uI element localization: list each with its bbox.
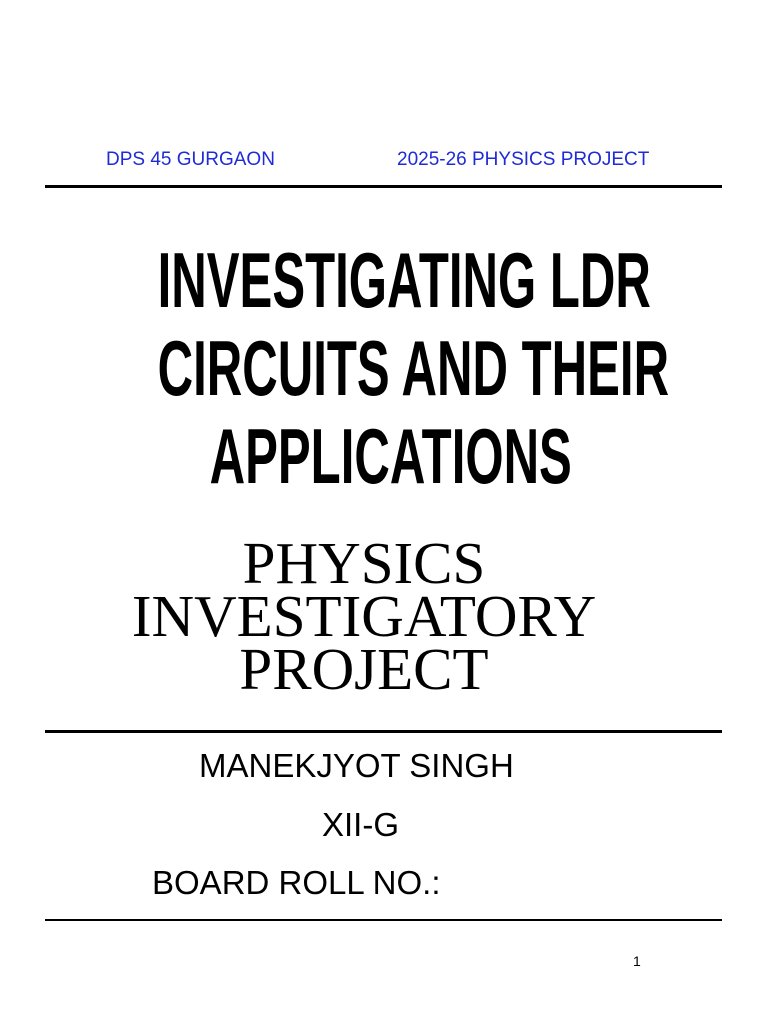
middle-divider xyxy=(45,730,722,733)
subtitle-line-1: PHYSICS xyxy=(242,530,486,596)
board-roll-label: BOARD ROLL NO.: xyxy=(152,864,441,901)
bottom-divider xyxy=(45,919,722,921)
subtitle-line-3: PROJECT xyxy=(239,636,489,702)
page-subtitle xyxy=(60,530,668,702)
page-title xyxy=(157,236,670,500)
subtitle-line-2: INVESTIGATORY xyxy=(131,583,597,649)
page-number: 1 xyxy=(633,953,641,969)
title-line-1: INVESTIGATING LDR xyxy=(157,236,651,324)
student-class: XII-G xyxy=(322,806,400,843)
title-line-2: CIRCUITS AND THEIR xyxy=(157,324,670,412)
title-line-3: APPLICATIONS xyxy=(209,412,572,500)
school-name: DPS 45 GURGAON xyxy=(106,149,275,170)
project-year-tag: 2025-26 PHYSICS PROJECT xyxy=(397,149,650,170)
header-divider xyxy=(45,185,722,188)
student-name: MANEKJYOT SINGH xyxy=(199,747,514,784)
